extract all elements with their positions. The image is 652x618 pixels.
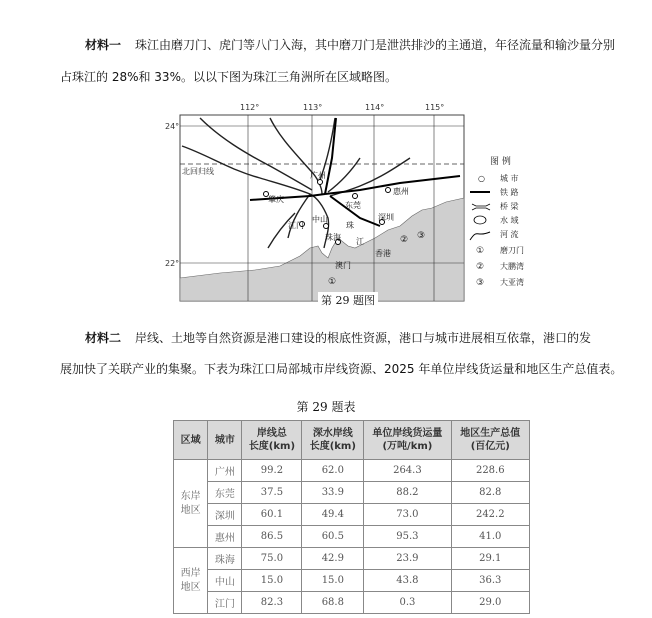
table-row <box>174 460 530 482</box>
cell-gdp: 29.1 <box>451 548 529 570</box>
cell-deep: 49.4 <box>302 504 364 526</box>
marker-2: ② <box>400 235 409 245</box>
city-hongkong: 香港 <box>375 249 391 258</box>
city-zhuhai: 珠海 <box>325 233 341 242</box>
cell-cargo: 73.0 <box>364 504 451 526</box>
table-row <box>174 504 530 526</box>
table-row <box>174 592 530 614</box>
cell-city: 惠州 <box>208 526 242 548</box>
map-legend <box>470 155 524 288</box>
cell-gdp: 242.2 <box>451 504 529 526</box>
cell-city: 广州 <box>208 460 242 482</box>
legend-rail: 铁 路 <box>500 188 519 197</box>
legend-river: 河 流 <box>500 230 519 239</box>
header-deep: 深水岸线 长度(km) <box>302 421 364 460</box>
marker-3: ③ <box>417 231 426 241</box>
cell-deep: 33.9 <box>302 482 364 504</box>
cell-gdp: 29.0 <box>451 592 529 614</box>
map-caption: 第 29 题图 <box>318 292 378 308</box>
cell-gdp: 36.3 <box>451 570 529 592</box>
cell-city: 江门 <box>208 592 242 614</box>
cell-coast: 15.0 <box>242 570 302 592</box>
cell-city: 深圳 <box>208 504 242 526</box>
lat-24: 24° <box>165 122 180 131</box>
lon-112: 112° <box>240 103 260 112</box>
material1-line2: 占珠江的 28%和 33%。以以下图为珠江三角洲所在区域略图。 <box>60 70 397 84</box>
cell-city: 中山 <box>208 570 242 592</box>
cell-coast: 60.1 <box>242 504 302 526</box>
cell-cargo: 88.2 <box>364 482 451 504</box>
cell-deep: 42.9 <box>302 548 364 570</box>
legend-bridge: 桥 梁 <box>500 202 519 211</box>
table-title: 第 29 题表 <box>296 400 356 414</box>
city-huizhou: 惠州 <box>393 187 409 196</box>
lon-114: 114° <box>365 103 385 112</box>
material2-line2: 展加快了关联产业的集聚。下表为珠江口局部城市岸线资源、2025 年单位岸线货运量和地区生产总值表。 <box>60 362 623 376</box>
material1-lead: 材料一 <box>85 38 122 52</box>
legend-city: 城 市 <box>500 174 519 183</box>
cell-cargo: 43.8 <box>364 570 451 592</box>
city-guangzhou: 广州 <box>310 171 326 180</box>
cell-gdp: 82.8 <box>451 482 529 504</box>
material2-lead: 材料二 <box>85 331 122 345</box>
legend-modaomen: 磨刀门 <box>500 246 524 255</box>
map-figure <box>160 98 540 308</box>
marker-1: ① <box>328 277 337 287</box>
legend-sym-3: ③ <box>476 278 485 288</box>
data-table <box>173 420 530 614</box>
cell-deep: 15.0 <box>302 570 364 592</box>
header-gdp: 地区生产总值 (百亿元) <box>451 421 529 460</box>
table-row <box>174 548 530 570</box>
city-macau: 澳门 <box>335 261 351 270</box>
cell-coast: 37.5 <box>242 482 302 504</box>
legend-water: 水 域 <box>500 216 519 225</box>
pearl-river-delta-map <box>160 98 540 308</box>
city-jiangmen: 江门 <box>288 221 304 230</box>
material1-text1: 珠江由磨刀门、虎门等八门入海，其中磨刀门是泄洪排沙的主通道，年径流量和输沙量分别 <box>135 38 616 52</box>
region-west: 西岸 地区 <box>174 548 208 614</box>
material1-line1 <box>85 38 615 52</box>
table-row <box>174 526 530 548</box>
cell-coast: 82.3 <box>242 592 302 614</box>
cell-coast: 75.0 <box>242 548 302 570</box>
table-header-row <box>174 421 530 460</box>
cell-coast: 86.5 <box>242 526 302 548</box>
cell-gdp: 228.6 <box>451 460 529 482</box>
cell-deep: 62.0 <box>302 460 364 482</box>
city-zhaoqing: 肇庆 <box>268 195 284 204</box>
cell-city: 东莞 <box>208 482 242 504</box>
cell-cargo: 264.3 <box>364 460 451 482</box>
lon-115: 115° <box>425 103 445 112</box>
header-city: 城市 <box>208 421 242 460</box>
material2-line1 <box>85 331 591 345</box>
material2-text1: 岸线、土地等自然资源是港口建设的根底性资源，港口与城市进展相互依靠，港口的发 <box>135 331 592 345</box>
cell-cargo: 23.9 <box>364 548 451 570</box>
legend-daya: 大亚湾 <box>500 278 524 287</box>
city-dongguan: 东莞 <box>345 201 361 210</box>
cell-cargo: 0.3 <box>364 592 451 614</box>
region-east: 东岸 地区 <box>174 460 208 548</box>
tropic-label: 北回归线 <box>182 167 214 176</box>
legend-title: 图 例 <box>490 157 511 167</box>
legend-sym-city: ○ <box>478 174 485 183</box>
river-label-jiang: 江 <box>356 237 364 246</box>
header-coast: 岸线总 长度(km) <box>242 421 302 460</box>
lon-113: 113° <box>303 103 323 112</box>
river-label-zhu: 珠 <box>346 221 354 230</box>
lat-22: 22° <box>165 259 180 268</box>
legend-sym-1: ① <box>476 246 485 256</box>
cell-gdp: 41.0 <box>451 526 529 548</box>
legend-dapeng: 大鹏湾 <box>500 262 524 271</box>
legend-sym-2: ② <box>476 262 485 272</box>
cell-deep: 60.5 <box>302 526 364 548</box>
cell-city: 珠海 <box>208 548 242 570</box>
table-row <box>174 570 530 592</box>
city-zhongshan: 中山 <box>312 215 328 224</box>
table-row <box>174 482 530 504</box>
cell-cargo: 95.3 <box>364 526 451 548</box>
city-shenzhen: 深圳 <box>378 213 394 222</box>
header-region: 区域 <box>174 421 208 460</box>
cell-deep: 68.8 <box>302 592 364 614</box>
cell-coast: 99.2 <box>242 460 302 482</box>
header-cargo: 单位岸线货运量 (万吨/km) <box>364 421 451 460</box>
